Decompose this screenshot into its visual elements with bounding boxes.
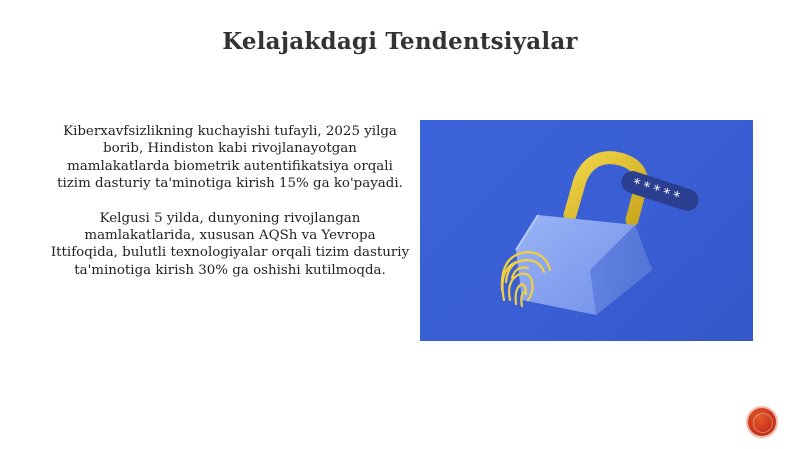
next-slide-button[interactable] (748, 408, 776, 436)
security-illustration (420, 120, 753, 341)
nav-button-ring (753, 413, 773, 433)
paragraph-biometric: Kiberxavfsizlikning kuchayishi tufayli, 2025 yilga borib, Hindiston kabi rivojlanayotgan mamlakatlarda biometrik autentifikatsiya orqali tizim dasturiy ta'minotiga kirish 15% ga ko'payadi. (57, 124, 403, 192)
padlock-illustration (420, 120, 753, 341)
slide-title: Kelajakdagi Tendentsiyalar (222, 28, 578, 55)
slide-body (50, 123, 410, 296)
padlock-icon (516, 215, 652, 315)
password-mask: ***** (629, 175, 685, 207)
paragraph-cloud: Kelgusi 5 yilda, dunyoning rivojlangan mamlakatlarida, xususan AQSh va Yevropa Ittifoqida, bulutli texnologiyalar orqali tizim dasturiy ta'minotiga kirish 30% ga oshishi kutilmoqda. (50, 210, 410, 278)
